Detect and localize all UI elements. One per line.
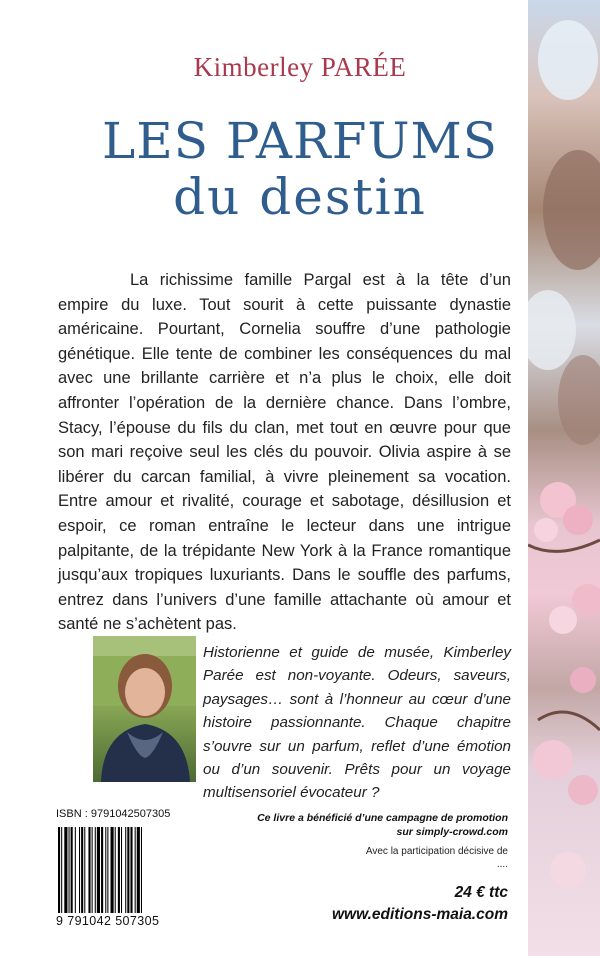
isbn-label: ISBN : 9791042507305 (56, 808, 171, 820)
author-photo (93, 636, 196, 782)
book-title-line1: LES PARFUMS (102, 112, 498, 170)
book-title-line2: du destin (173, 168, 427, 226)
participation-dots: .... (496, 859, 508, 870)
book-summary: La richissime famille Pargal est à la tête d’un empire du luxe. Tout sourit à cette puissante dynastie américaine. Pourtant, Cornelia souffre d’une pathologie génétique. Elle tente de combiner les conséquences du mal avec une brillante carrière et n’a plus le choix, elle doit affronter l’opération de la dernière chance. Dans l’ombre, Stacy, l’épouse du fils du clan, met tout en œuvre pour que son mari reçoive seul les clés du pouvoir. Olivia aspire à se libérer du carcan familial, à vivre pleinement sa vocation. Entre amour et rivalité, courage et sabotage, désillusion et espoir, ce roman entraîne le lecteur dans une intrigue palpitante, de la trépidante New York à la France romantique jusqu’aux tropiques luxuriants. Dans le souffle des parfums, entrez dans l’univers d’une famille attachante où amour et santé ne s’achètent pas. (58, 271, 511, 634)
participation-text: Avec la participation décisive de (365, 846, 508, 857)
barcode (56, 827, 168, 925)
barcode-digits: 9 791042 507305 (56, 914, 172, 928)
author-bio: Historienne et guide de musée, Kimberley Parée est non-voyante. Odeurs, saveurs, paysages… sont à l’honneur au cœur d’une histoire passionnante. Chaque chapitre s’ouvre sur un parfum, reflet d’une émotion ou d’un souvenir. Prêts pour un voyage multisensoriel évocateur ? (203, 644, 511, 802)
author-portrait-image (93, 636, 196, 782)
author-name: Kimberley PARÉE (193, 52, 407, 82)
promo-text (228, 811, 508, 839)
promo-line1: Ce livre a bénéficié d’une campagne de promotion (257, 812, 508, 824)
price: 24 € ttc (454, 884, 508, 901)
publisher-website: www.editions-maia.com (332, 906, 508, 923)
promo-line2: sur simply-crowd.com (396, 826, 508, 838)
barcode-bars (56, 827, 168, 917)
